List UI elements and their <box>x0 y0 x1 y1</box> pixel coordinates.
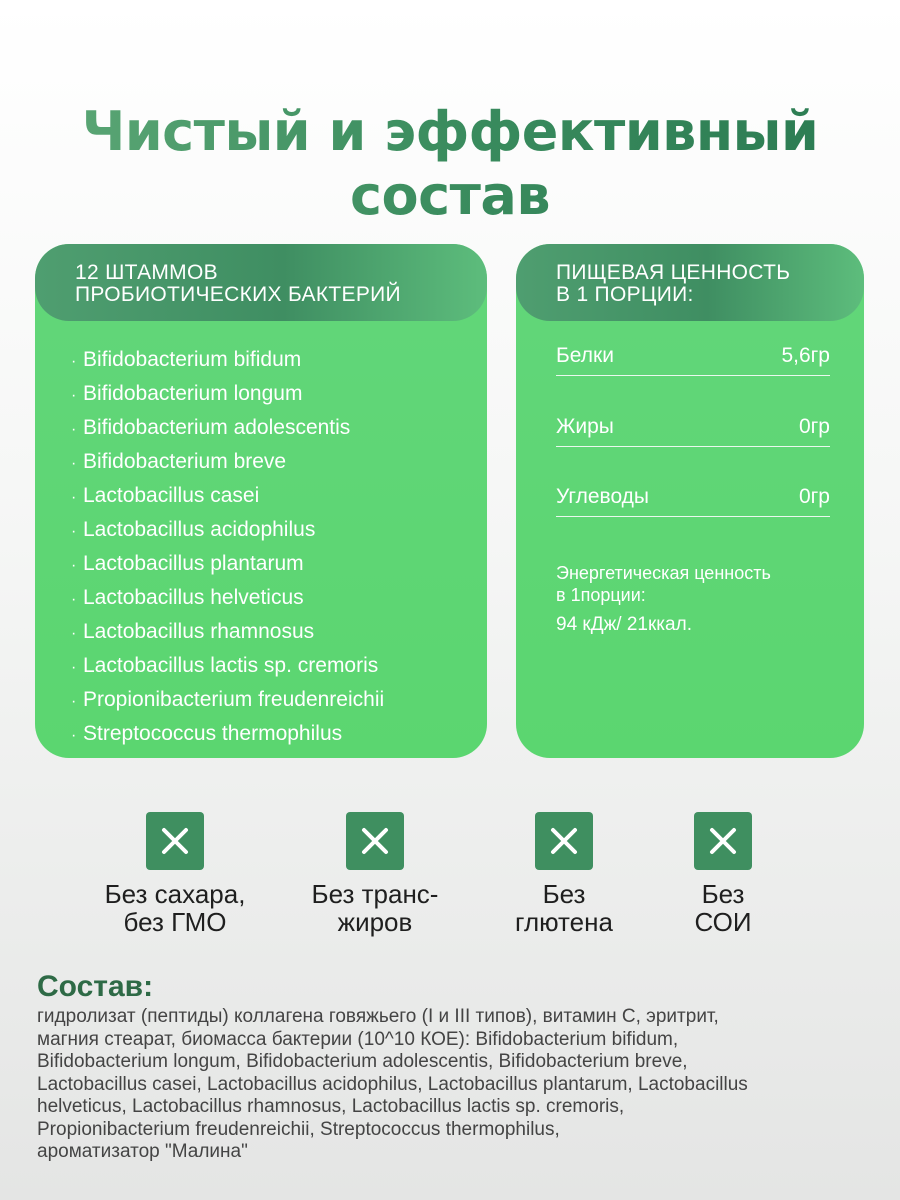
bullet-icon: · <box>71 693 77 710</box>
nutrition-value: 0гр <box>798 485 830 508</box>
bullet-icon: · <box>71 591 77 608</box>
bullet-icon: · <box>71 387 77 404</box>
nutrition-row-protein <box>556 341 830 376</box>
nutrition-row-fat <box>556 412 830 447</box>
strains-card <box>35 244 487 758</box>
energy-block <box>556 562 771 636</box>
no-soy-label: Без СОИ <box>694 879 752 937</box>
nutrition-card <box>516 244 864 758</box>
nutrition-card-header <box>516 244 864 321</box>
bullet-icon: · <box>71 489 77 506</box>
list-item: · Streptococcus thermophilus <box>71 718 384 752</box>
list-item: · Lactobacillus lactis sp. cremoris <box>71 650 384 684</box>
no-sugar-label: Без сахара, без ГМО <box>104 879 246 937</box>
list-item: · Bifidobacterium breve <box>71 446 384 480</box>
bullet-icon: · <box>71 659 77 676</box>
no-trans-fat-label: Без транс- жиров <box>311 879 439 937</box>
nutrition-header-line1: ПИЩЕВАЯ ЦЕННОСТЬ <box>556 261 791 284</box>
cross-icon <box>550 827 578 855</box>
nutrition-row-carbs <box>556 482 830 517</box>
list-item: · Lactobacillus casei <box>71 480 384 514</box>
no-sugar-badge <box>146 812 204 870</box>
bullet-icon: · <box>71 557 77 574</box>
page-title-line1: Чистый и эффективный <box>81 100 819 163</box>
bullet-icon: · <box>71 523 77 540</box>
cross-icon <box>361 827 389 855</box>
page-title <box>0 100 900 228</box>
bullet-icon: · <box>71 625 77 642</box>
list-item: · Lactobacillus helveticus <box>71 582 384 616</box>
strains-header-line2: ПРОБИОТИЧЕСКИХ БАКТЕРИЙ <box>75 283 401 306</box>
list-item: · Bifidobacterium adolescentis <box>71 412 384 446</box>
energy-label: Энергетическая ценность в 1порции: <box>556 563 771 605</box>
nutrition-value: 0гр <box>798 415 830 438</box>
nutrition-value: 5,6гр <box>781 344 830 367</box>
energy-value: 94 кДж/ 21ккал. <box>556 614 692 635</box>
no-gluten-label: Без глютена <box>515 879 613 937</box>
bullet-icon: · <box>71 353 77 370</box>
nutrition-label: Жиры <box>556 415 614 438</box>
nutrition-label: Белки <box>556 344 614 367</box>
strains-header-line1: 12 ШТАММОВ <box>75 261 218 284</box>
strains-list <box>71 344 384 752</box>
list-item: · Propionibacterium freudenreichii <box>71 684 384 718</box>
list-item: · Lactobacillus acidophilus <box>71 514 384 548</box>
bullet-icon: · <box>71 727 77 744</box>
strains-card-header <box>35 244 487 321</box>
cross-icon <box>709 827 737 855</box>
no-trans-fat-badge <box>346 812 404 870</box>
nutrition-label: Углеводы <box>556 485 650 508</box>
no-soy-badge <box>694 812 752 870</box>
nutrition-header-line2: В 1 ПОРЦИИ: <box>556 283 694 306</box>
bullet-icon: · <box>71 421 77 438</box>
bullet-icon: · <box>71 455 77 472</box>
list-item: · Lactobacillus plantarum <box>71 548 384 582</box>
list-item: · Bifidobacterium longum <box>71 378 384 412</box>
list-item: · Lactobacillus rhamnosus <box>71 616 384 650</box>
list-item: · Bifidobacterium bifidum <box>71 344 384 378</box>
cross-icon <box>161 827 189 855</box>
composition-text: гидролизат (пептиды) коллагена говяжьего (I и III типов), витамин С, эритрит, магния стеарат, биомасса бактерии (10^10 КОЕ): Bifidobacterium bifidum, Bifidobacterium longum, Bifidobacterium adolescentis, Bifidobacterium breve, Lactobacillus casei, Lactobacillus acidophilus, Lactobacillus plantarum, Lactobacillus helveticus, Lactobacillus rhamnosus, Lactobacillus lactis sp. cremoris, Propionibacterium freudenreichii, Streptococcus thermophilus, ароматизатор "Малина" <box>37 1006 748 1162</box>
composition-title: Состав: <box>37 970 154 1003</box>
no-gluten-badge <box>535 812 593 870</box>
page-title-line2: состав <box>349 164 551 227</box>
